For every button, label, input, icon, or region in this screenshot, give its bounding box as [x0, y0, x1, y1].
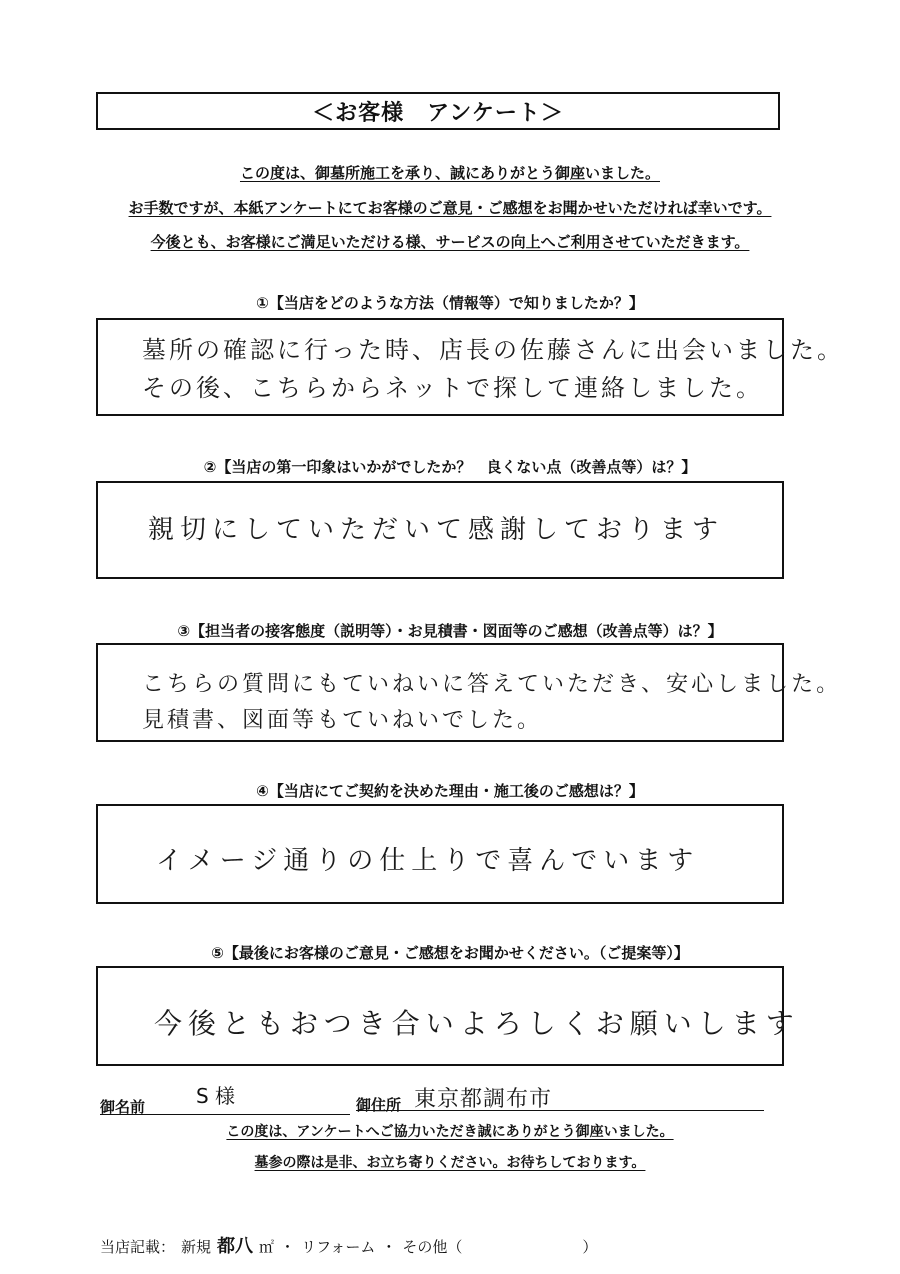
store-note [100, 1232, 597, 1258]
survey-title: ＜お客様 アンケート＞ [96, 92, 780, 130]
question-3-heading: ③【担当者の接客態度（説明等）・お見積書・図面等のご感想（改善点等）は？】 [177, 622, 723, 640]
answer-3-line-1: こちらの質問にもていねいに答えていただき、安心しました。 [142, 672, 842, 697]
name-label: 御名前 [100, 1098, 146, 1116]
store-note-reform: リフォーム [301, 1238, 376, 1256]
intro-line-3: 今後とも、お客様にご満足いただける様、サービスの向上へご利用させていただきます。 [150, 233, 750, 251]
store-note-unit: ㎡ [259, 1238, 275, 1256]
answer-box-3 [96, 643, 842, 742]
question-2-heading: ②【当店の第一印象はいかがでしたか？ 良くない点（改善点等）は？】 [203, 458, 697, 476]
intro-line-2: お手数ですが、本紙アンケートにてお客様のご意見・ご感想をお聞かせいただければ幸いです。 [128, 199, 772, 217]
address-value: 東京都調布市 [414, 1087, 553, 1112]
question-1-heading: ①【当店をどのような方法（情報等）で知りましたか？】 [256, 294, 644, 312]
store-note-separator-1: ・ [280, 1238, 296, 1256]
answer-box-1 [96, 318, 844, 416]
answer-3-line-2: 見積書、図面等もていねいでした。 [142, 708, 543, 733]
intro-line-1: この度は、御墓所施工を承り、誠にありがとう御座いました。 [239, 164, 660, 182]
answer-1-line-1: 墓所の確認に行った時、店長の佐藤さんに出会いました。 [142, 336, 844, 364]
question-5-heading: ⑤【最後にお客様のご意見・ご感想をお聞かせください。（ご提案等）】 [211, 944, 689, 962]
answer-box-4 [96, 804, 784, 904]
store-note-new: 新規 [181, 1238, 212, 1256]
closing-line-2: 墓参の際は是非、お立ち寄りください。お待ちしております。 [254, 1155, 646, 1171]
store-note-label: 当店記載： [100, 1238, 176, 1256]
closing-line-1: この度は、アンケートへご協力いただき誠にありがとう御座いました。 [226, 1124, 674, 1140]
answer-1-line-2: その後、こちらからネットで探して連絡しました。 [142, 374, 763, 402]
question-4-heading: ④【当店にてご契約を決めた理由・施工後のご感想は？】 [256, 782, 644, 800]
answer-2-line-1: 親切にしていただいて感謝しております [148, 515, 725, 545]
store-note-new-value: 都八 [217, 1236, 254, 1257]
store-note-other: その他（ ） [402, 1238, 598, 1256]
answer-box-2 [96, 481, 784, 579]
answer-box-5 [96, 966, 800, 1066]
address-underline [356, 1110, 764, 1111]
address-label: 御住所 [356, 1096, 402, 1114]
answer-4-line-1: イメージ通りの仕上りで喜んでいます [156, 846, 700, 876]
name-underline [100, 1114, 350, 1115]
answer-5-line-1: 今後ともおつき合いよろしくお願いします [154, 1007, 800, 1040]
name-value: S 様 [196, 1084, 236, 1108]
store-note-separator-2: ・ [381, 1238, 397, 1256]
